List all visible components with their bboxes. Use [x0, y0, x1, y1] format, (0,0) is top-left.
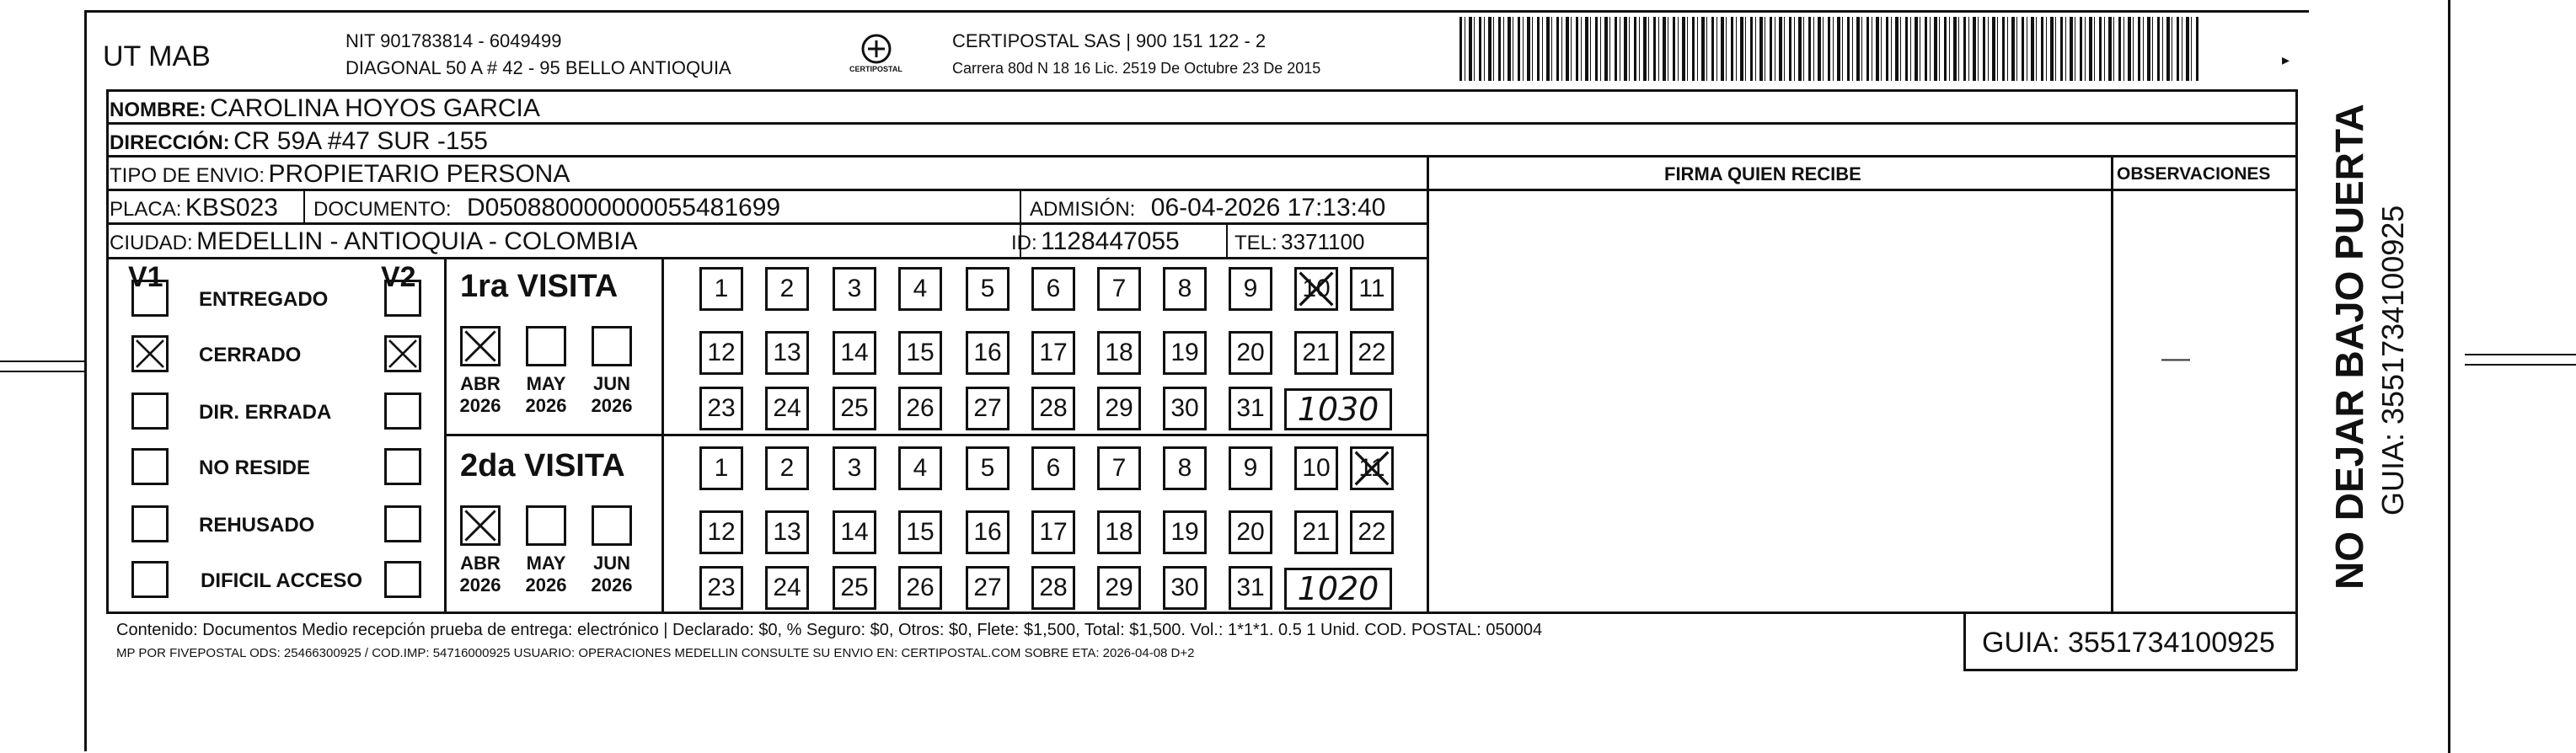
day-box[interactable] — [699, 446, 743, 490]
day-box[interactable] — [966, 446, 1010, 490]
day-box[interactable] — [1163, 510, 1207, 554]
day-box[interactable] — [1163, 387, 1207, 430]
direccion-value: CR 59A #47 SUR -155 — [233, 127, 488, 155]
v1-checkbox[interactable] — [131, 280, 169, 317]
v2-checkbox[interactable] — [384, 393, 421, 430]
day-number: 27 — [973, 394, 1002, 422]
corner-mark: ▸ — [2282, 51, 2290, 68]
v1-checkbox[interactable] — [131, 561, 169, 598]
v1-checkbox[interactable] — [131, 505, 169, 542]
day-box[interactable] — [966, 566, 1010, 610]
day-box[interactable] — [1031, 446, 1075, 490]
month-label: ABR — [460, 553, 501, 574]
direccion-label: DIRECCIÓN: — [110, 131, 230, 154]
day-box[interactable] — [699, 387, 743, 430]
header-nit: NIT 901783814 - 6049499 — [345, 30, 562, 51]
day-box[interactable] — [898, 267, 942, 311]
handwritten-time-box[interactable] — [1284, 568, 1392, 610]
day-box[interactable] — [966, 331, 1010, 375]
day-box[interactable] — [1229, 510, 1272, 554]
nombre-label: NOMBRE: — [110, 99, 206, 121]
side-guia: GUIA: 3551734100925 — [2375, 205, 2410, 515]
day-box[interactable] — [1350, 331, 1394, 375]
day-number: 16 — [973, 339, 1002, 366]
day-box[interactable] — [1229, 566, 1272, 610]
month-label: JUN — [592, 553, 630, 574]
guia-box-divider — [1963, 613, 1966, 670]
tipo-label: TIPO DE ENVIO: — [110, 164, 265, 187]
day-box[interactable] — [765, 566, 809, 610]
day-box[interactable] — [1229, 446, 1272, 490]
day-mark — [1297, 270, 1336, 308]
visit-title: 1ra VISITA — [460, 269, 619, 304]
day-number: 29 — [1105, 394, 1133, 422]
day-number: 2 — [779, 454, 795, 482]
day-number: 17 — [1039, 518, 1068, 546]
day-box[interactable] — [765, 267, 809, 311]
month-checkbox[interactable] — [460, 326, 501, 366]
checklist-label: CERRADO — [199, 344, 302, 366]
day-number: 25 — [840, 394, 869, 422]
footer-ods: MP POR FIVEPOSTAL ODS: 25466300925 / COD.IMP: 54716000925 USUARIO: OPERACIONES MEDELLIN CONSULTE SU ENVIO EN: CERTIPOSTAL.COM SOBRE ETA: 2026-04-08 D+2 — [116, 646, 1195, 660]
day-box[interactable] — [1294, 331, 1338, 375]
day-number: 9 — [1243, 275, 1258, 302]
day-box[interactable] — [833, 387, 876, 430]
placa-label: PLACA: — [110, 198, 182, 221]
day-box[interactable] — [966, 510, 1010, 554]
admision-value: 06-04-2026 17:13:40 — [1150, 194, 1386, 222]
day-box[interactable] — [1031, 566, 1075, 610]
day-box[interactable] — [1350, 267, 1394, 311]
day-number: 23 — [707, 574, 736, 601]
day-box[interactable] — [699, 267, 743, 311]
day-number: 20 — [1236, 339, 1265, 366]
checklist-label: DIR. ERRADA — [199, 401, 332, 424]
handwritten-time-box[interactable] — [1284, 388, 1392, 430]
v1-checkbox[interactable] — [131, 335, 169, 372]
day-number: 25 — [840, 574, 869, 601]
day-box[interactable] — [898, 510, 942, 554]
day-number: 29 — [1105, 574, 1133, 601]
day-box[interactable] — [1097, 331, 1141, 375]
documento-label: DOCUMENTO: — [313, 198, 452, 221]
left-margin-line — [0, 360, 84, 362]
sign-divider — [1427, 155, 1429, 611]
day-number: 4 — [913, 275, 928, 302]
day-number: 12 — [707, 339, 736, 366]
documento-value: D050880000000055481699 — [467, 194, 781, 222]
row-line — [106, 89, 2297, 92]
day-number: 12 — [707, 518, 736, 546]
day-number: 11 — [1358, 454, 1385, 482]
day-number: 27 — [973, 574, 1002, 601]
table-right — [2295, 89, 2298, 670]
row-line — [106, 155, 2297, 158]
v2-checkbox[interactable] — [384, 505, 421, 542]
ciudad-value: MEDELLIN - ANTIOQUIA - COLOMBIA — [196, 227, 638, 255]
tipo-value: PROPIETARIO PERSONA — [268, 160, 570, 188]
table-left — [106, 89, 109, 611]
day-number: 22 — [1358, 339, 1386, 366]
day-box[interactable] — [1229, 267, 1272, 311]
month-year: 2026 — [459, 574, 501, 595]
day-number: 16 — [973, 518, 1002, 546]
row-line — [106, 122, 2297, 125]
day-number: 21 — [1302, 518, 1331, 546]
v2-checkbox[interactable] — [384, 561, 421, 598]
brand: UT MAB — [103, 40, 211, 72]
nombre-value: CAROLINA HOYOS GARCIA — [210, 94, 540, 122]
right-margin-line — [2465, 364, 2576, 366]
day-box[interactable] — [1031, 331, 1075, 375]
day-box[interactable] — [1031, 387, 1075, 430]
v1-checkbox[interactable] — [131, 448, 169, 485]
day-number: 21 — [1302, 339, 1331, 366]
day-box[interactable] — [765, 446, 809, 490]
checklist-label: ENTREGADO — [199, 288, 329, 311]
month-checkbox[interactable] — [526, 326, 566, 366]
day-number: 30 — [1170, 394, 1199, 422]
day-box[interactable] — [1163, 267, 1207, 311]
month-year: 2026 — [459, 395, 501, 416]
obs-divider — [2111, 155, 2113, 611]
day-box[interactable] — [1163, 446, 1207, 490]
footer-contenido: Contenido: Documentos Medio recepción prueba de entrega: electrónico | Declarado: $0, % Seguro: $0, Otros: $0, Flete: $1,500, Total: $1,500. Vol.: 1*1*1. 0.5 1 Unid. COD. POSTAL: 050004 — [116, 621, 1543, 639]
day-number: 24 — [773, 574, 801, 601]
day-box[interactable] — [966, 267, 1010, 311]
day-number: 23 — [707, 394, 736, 422]
day-box[interactable] — [765, 387, 809, 430]
day-number: 6 — [1046, 275, 1061, 302]
month-label: JUN — [592, 373, 630, 394]
month-checkbox[interactable] — [526, 505, 566, 546]
observaciones-label: OBSERVACIONES — [2117, 164, 2271, 184]
visit-divider — [444, 434, 1428, 436]
day-number: 10 — [1302, 454, 1331, 482]
day-box[interactable] — [833, 267, 876, 311]
day-number: 2 — [779, 275, 795, 302]
id-label: ID: — [1011, 232, 1037, 254]
logo-text: CERTIPOSTAL — [849, 65, 902, 73]
day-box[interactable] — [833, 566, 876, 610]
v1-checkbox[interactable] — [131, 393, 169, 430]
tel-value: 3371100 — [1281, 229, 1365, 254]
day-box[interactable] — [1294, 446, 1338, 490]
day-number: 19 — [1170, 339, 1199, 366]
row-line — [106, 189, 2297, 191]
day-number: 18 — [1105, 518, 1133, 546]
day-box[interactable] — [699, 566, 743, 610]
carrier-license: Carrera 80d N 18 16 Lic. 2519 De Octubre 23 De 2015 — [952, 60, 1321, 77]
day-number: 6 — [1046, 454, 1061, 482]
col-divider — [1226, 222, 1228, 257]
checklist-label: REHUSADO — [199, 514, 315, 537]
day-box[interactable] — [1097, 387, 1141, 430]
admision-label: ADMISIÓN: — [1030, 198, 1136, 221]
day-number: 20 — [1236, 518, 1265, 546]
no-dejar-bajo-puerta: NO DEJAR BAJO PUERTA — [2327, 104, 2371, 590]
day-box[interactable] — [1229, 387, 1272, 430]
month-checkbox[interactable] — [592, 326, 632, 366]
checklist-label: DIFICIL ACCESO — [201, 569, 363, 592]
day-number: 8 — [1177, 454, 1192, 482]
v2-checkbox[interactable] — [384, 335, 421, 372]
day-box[interactable] — [1163, 566, 1207, 610]
day-number: 7 — [1111, 275, 1127, 302]
month-label: MAY — [526, 373, 566, 394]
day-number: 15 — [906, 339, 935, 366]
v1-label: V1 — [128, 261, 163, 293]
day-box[interactable] — [1294, 510, 1338, 554]
day-box[interactable] — [1097, 566, 1141, 610]
frame-left — [84, 10, 87, 751]
day-box[interactable] — [898, 446, 942, 490]
day-box[interactable] — [1163, 331, 1207, 375]
day-number: 30 — [1170, 574, 1199, 601]
day-number: 14 — [840, 339, 869, 366]
day-number: 31 — [1236, 394, 1265, 422]
day-box[interactable] — [898, 331, 942, 375]
month-year: 2026 — [525, 395, 567, 416]
footer-guia: GUIA: 3551734100925 — [1982, 627, 2275, 659]
month-label: ABR — [460, 373, 501, 394]
carrier-name: CERTIPOSTAL SAS | 900 151 122 - 2 — [952, 30, 1267, 51]
day-box[interactable] — [898, 566, 942, 610]
handwritten-time: 1020 — [1297, 570, 1379, 607]
day-box[interactable] — [1031, 510, 1075, 554]
day-box[interactable] — [1350, 446, 1394, 490]
day-number: 1 — [714, 275, 729, 302]
month-label: MAY — [526, 553, 566, 574]
col-divider — [303, 189, 305, 222]
placa-value: KBS023 — [185, 194, 278, 222]
day-number: 18 — [1105, 339, 1133, 366]
day-box[interactable] — [1031, 267, 1075, 311]
day-box[interactable] — [1097, 510, 1141, 554]
day-box[interactable] — [1294, 267, 1338, 311]
day-number: 24 — [773, 394, 801, 422]
day-box[interactable] — [966, 387, 1010, 430]
day-number: 31 — [1236, 574, 1265, 601]
day-number: 28 — [1039, 394, 1068, 422]
barcode — [1459, 17, 2201, 81]
day-number: 5 — [980, 275, 995, 302]
day-number: 19 — [1170, 518, 1199, 546]
month-year: 2026 — [591, 574, 633, 595]
month-year: 2026 — [591, 395, 633, 416]
day-number: 5 — [980, 454, 995, 482]
handwritten-time: 1030 — [1297, 391, 1379, 428]
id-value: 1128447055 — [1041, 227, 1180, 255]
day-number: 1 — [714, 454, 729, 482]
frame-top — [84, 10, 2309, 13]
checklist-label: NO RESIDE — [199, 457, 311, 479]
v2-checkbox[interactable] — [384, 448, 421, 485]
day-number: 14 — [840, 518, 869, 546]
header-address: DIAGONAL 50 A # 42 - 95 BELLO ANTIOQUIA — [345, 57, 731, 78]
certipostal-logo — [851, 30, 902, 81]
month-checkbox[interactable] — [460, 505, 501, 546]
day-number: 11 — [1358, 275, 1385, 302]
day-number: 26 — [906, 574, 935, 601]
day-number: 4 — [913, 454, 928, 482]
right-margin-line — [2465, 354, 2576, 355]
day-number: 9 — [1243, 454, 1258, 482]
firma-label: FIRMA QUIEN RECIBE — [1664, 163, 1861, 184]
table-bottom — [106, 611, 2297, 614]
row-line — [106, 257, 1429, 259]
day-box[interactable] — [833, 446, 876, 490]
day-number: 10 — [1302, 275, 1331, 302]
day-number: 17 — [1039, 339, 1068, 366]
day-box[interactable] — [765, 331, 809, 375]
month-year: 2026 — [525, 574, 567, 595]
day-number: 13 — [773, 518, 801, 546]
day-box[interactable] — [1229, 331, 1272, 375]
day-box[interactable] — [1097, 446, 1141, 490]
day-box[interactable] — [699, 510, 743, 554]
v2-checkbox[interactable] — [384, 280, 421, 317]
day-box[interactable] — [898, 387, 942, 430]
tel-label: TEL: — [1234, 232, 1277, 254]
visit-title: 2da VISITA — [460, 448, 625, 483]
v2-label: V2 — [381, 261, 416, 293]
frame-right — [2448, 0, 2450, 753]
day-number: 3 — [847, 275, 862, 302]
day-number: 28 — [1039, 574, 1068, 601]
row-line — [106, 222, 1429, 225]
day-box[interactable] — [1097, 267, 1141, 311]
day-number: 22 — [1358, 518, 1386, 546]
ciudad-label: CIUDAD: — [110, 232, 193, 254]
day-number: 7 — [1111, 454, 1127, 482]
day-mark — [1352, 449, 1391, 488]
footer-bottom — [1963, 669, 2297, 671]
day-number: 3 — [847, 454, 862, 482]
day-box[interactable] — [699, 331, 743, 375]
day-box[interactable] — [833, 331, 876, 375]
month-checkbox[interactable] — [592, 505, 632, 546]
day-number: 26 — [906, 394, 935, 422]
day-number: 15 — [906, 518, 935, 546]
day-number: 13 — [773, 339, 801, 366]
day-number: 8 — [1177, 275, 1192, 302]
observaciones-mark: — — [2161, 342, 2190, 374]
day-box[interactable] — [1350, 510, 1394, 554]
day-box[interactable] — [833, 510, 876, 554]
left-margin-line — [0, 371, 84, 372]
day-box[interactable] — [765, 510, 809, 554]
